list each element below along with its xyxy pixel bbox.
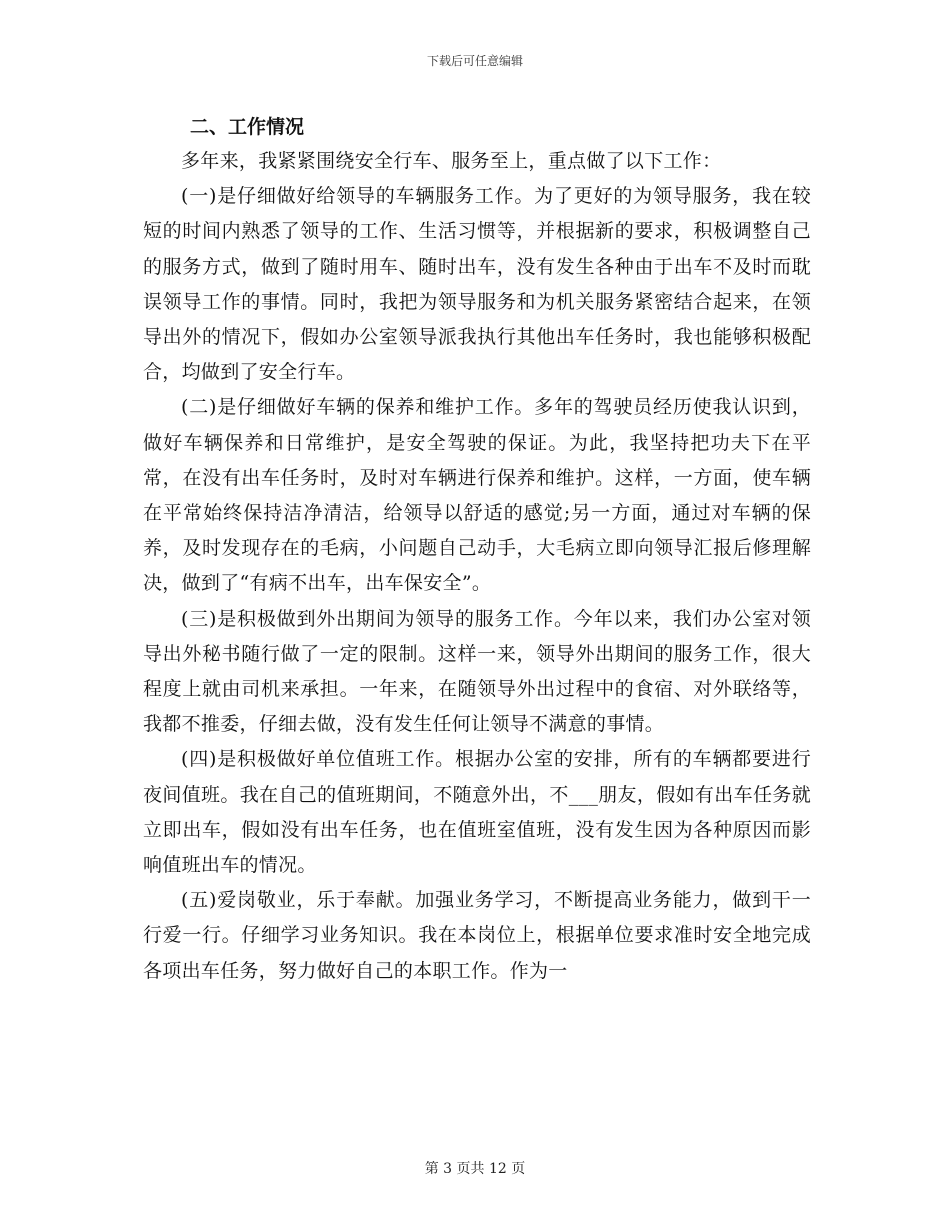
paragraph-3: (三)是积极做到外出期间为领导的服务工作。今年以来，我们办公室对领导出外秘书随行做了一定的限制。这样一来，领导外出期间的服务工作，很大程度上就由司机来承担。一年来，在随领导外出过程中的食宿、对外联络等，我都不推委，仔细去做，没有发生任何让领导不满意的事情。 (143, 607, 811, 736)
paragraph-4: (四)是积极做好单位值班工作。根据办公室的安排，所有的车辆都要进行夜间值班。我在自己的值班期间，不随意外出，不___朋友，假如有出车任务就立即出车，假如没有出车任务，也在值班室值班，没有发生因为各种原因而影响值班出车的情况。 (143, 748, 811, 877)
paragraph-intro: 多年来，我紧紧围绕安全行车、服务至上，重点做了以下工作： (181, 150, 722, 172)
paragraph-5: (五)爱岗敬业，乐于奉献。加强业务学习，不断提高业务能力，做到干一行爱一行。仔细学习业务知识。我在本岗位上，根据单位要求准时安全地完成各项出车任务，努力做好自己的本职工作。作为一 (143, 889, 811, 982)
page-header: 下载后可任意编辑 (426, 54, 523, 68)
paragraph-1: (一)是仔细做好给领导的车辆服务工作。为了更好的为领导服务，我在较短的时间内熟悉了领导的工作、生活习惯等，并根据新的要求，积极调整自己的服务方式，做到了随时用车、随时出车，没有发生各种由于出车不及时而耽误领导工作的事情。同时，我把为领导服务和为机关服务紧密结合起来，在领导出外的情况下，假如办公室领导派我执行其他出车任务时，我也能够积极配合，均做到了安全行车。 (143, 185, 811, 384)
page-footer: 第 3 页共 12 页 (424, 1161, 526, 1177)
section-title: 二、工作情况 (190, 116, 305, 138)
document-body (143, 110, 811, 989)
paragraph-2: (二)是仔细做好车辆的保养和维护工作。多年的驾驶员经历使我认识到，做好车辆保养和日常维护，是安全驾驶的保证。为此，我坚持把功夫下在平常，在没有出车任务时，及时对车辆进行保养和维护。这样，一方面，使车辆在平常始终保持洁净清洁，给领导以舒适的感觉;另一方面，通过对车辆的保养，及时发现存在的毛病，小问题自己动手，大毛病立即向领导汇报后修理解决，做到了“有病不出车，出车保安全”。 (143, 396, 811, 595)
